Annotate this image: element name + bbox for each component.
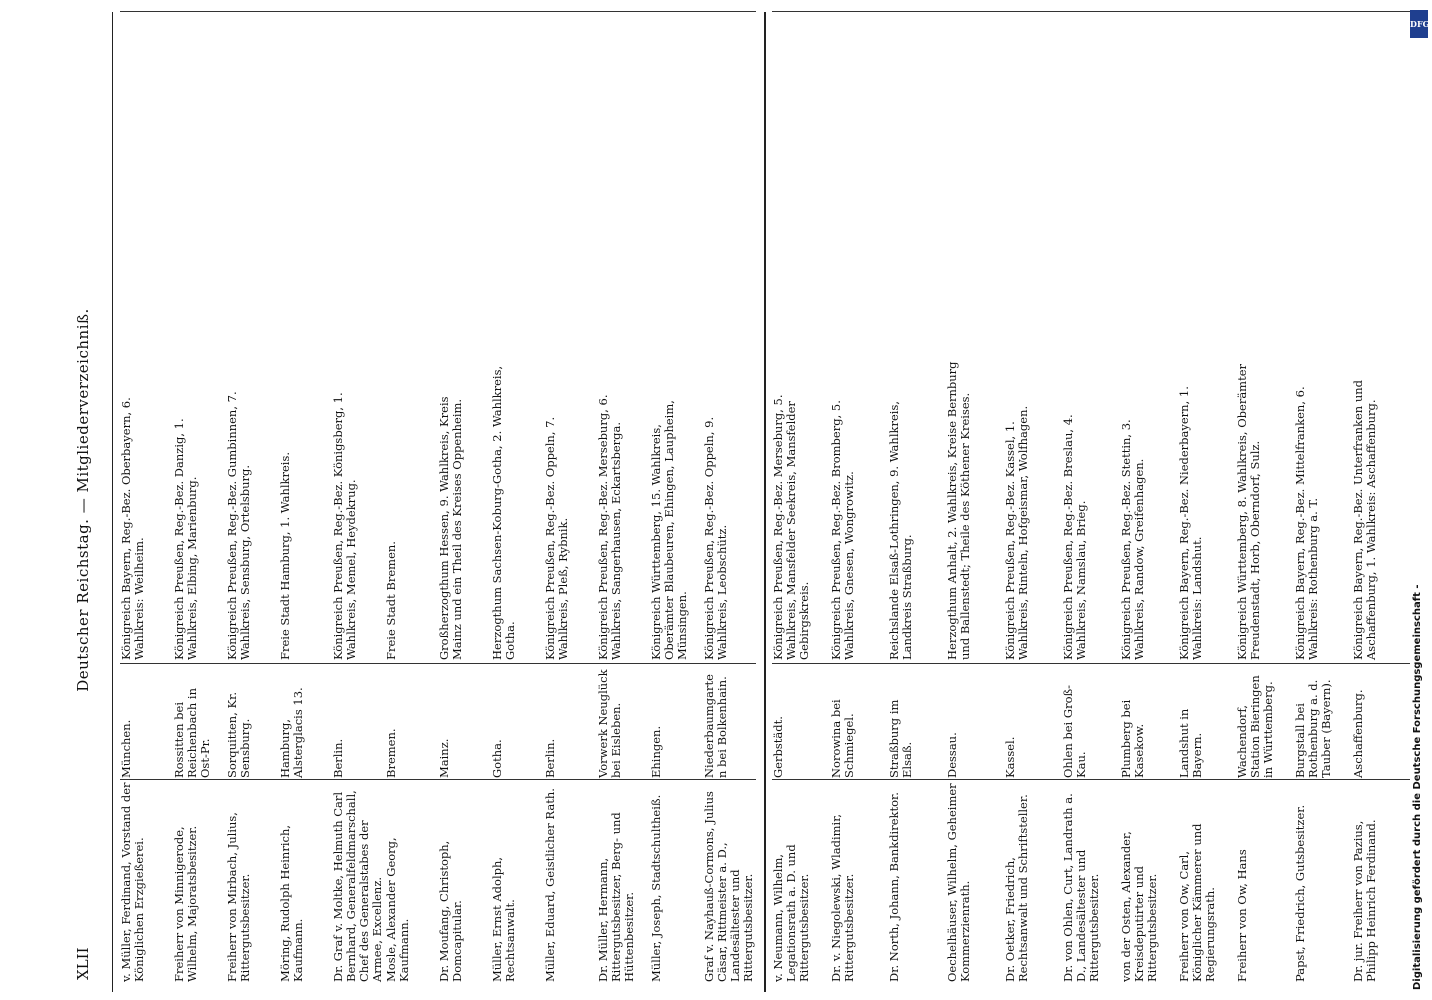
member-row: [279, 12, 332, 992]
member-district: Herzogthum Sachsen-Koburg-Gotha, 2. Wahlkreis, Gotha.: [490, 365, 517, 660]
member-row: [385, 12, 438, 992]
header-rule: [112, 12, 113, 992]
member-row: [491, 12, 544, 992]
member-residence: Berlin.: [543, 738, 557, 778]
member-row: [1352, 12, 1410, 992]
member-list-right: [772, 12, 1412, 992]
member-row: [1236, 12, 1294, 992]
member-residence: Ohlen bei Groß-Kau.: [1061, 684, 1088, 778]
member-name: Dr. Moufang, Christoph, Domcapitular.: [437, 840, 464, 982]
member-name: Papst, Friedrich, Gutsbesitzer.: [1293, 804, 1307, 982]
member-row: [544, 12, 597, 992]
member-residence: Aschaffenburg.: [1351, 689, 1365, 778]
digitization-note: [1410, 10, 1430, 990]
member-name: Freiherr von Mirbach, Julius, Rittergutsbesitzer.: [225, 812, 252, 982]
member-residence: Straßburg im Elsaß.: [887, 699, 914, 778]
member-row: [703, 12, 756, 992]
member-district: Königreich Preußen, Reg.-Bez. Danzig, 1. Wahlkreis, Elbing, Marienburg.: [172, 418, 199, 660]
member-name: Dr. Oetker, Friedrich, Rechtsanwalt und Schriftsteller.: [1003, 794, 1030, 982]
member-name: v. Neumann, Wilhelm, Legationsrath a. D. und Rittergutsbesitzer.: [771, 844, 811, 982]
digitization-text: Digitalisierung gefördert durch die Deutsche Forschungsgemeinschaft -: [1412, 584, 1423, 990]
member-row: [332, 12, 385, 992]
member-row: [1294, 12, 1352, 992]
member-list-left: [120, 12, 760, 992]
member-residence: Vorwerk Neuglück bei Eisleben.: [596, 669, 623, 778]
member-name: von der Osten, Alexander, Kreisdeputirter und Rittergutsbesitzer.: [1119, 831, 1159, 982]
member-name: Dr. von Ohlen, Curt, Landrath a. D., Landesältester und Rittergutsbesitzer.: [1061, 793, 1101, 982]
member-district: Großherzogthum Hessen, 9. Wahlkreis, Kreis Mainz und ein Theil des Kreises Oppenheim.: [437, 396, 464, 660]
member-row: [226, 12, 279, 992]
member-row: [946, 12, 1004, 992]
member-residence: Gerbstädt.: [771, 716, 785, 778]
member-row: [173, 12, 226, 992]
member-row: [830, 12, 888, 992]
member-residence: Ehingen.: [649, 725, 663, 778]
member-district: Königreich Preußen, Reg.-Bez. Bromberg, 5. Wahlkreis, Gnesen, Wongrowitz.: [829, 400, 856, 660]
member-row: [1062, 12, 1120, 992]
member-district: Königreich Bayern, Reg.-Bez. Niederbayern, 1. Wahlkreis: Landshut.: [1177, 386, 1204, 660]
member-row: [1178, 12, 1236, 992]
member-name: Müller, Joseph, Stadtschultheiß.: [649, 794, 663, 982]
member-district: Königreich Preußen, Reg.-Bez. Breslau, 4. Wahlkreis, Namslau, Brieg.: [1061, 414, 1088, 660]
member-district: Herzogthum Anhalt, 2. Wahlkreis, Kreise Bernburg und Ballenstedt; Theile des Köthener Kreises.: [945, 361, 972, 660]
member-residence: Norowina bei Schmiegel.: [829, 699, 856, 778]
rotated-content: [60, 0, 1432, 1000]
member-residence: Mainz.: [437, 738, 451, 778]
member-name: Möring, Rudolph Heinrich, Kaufmann.: [278, 824, 305, 982]
member-district: Königreich Preußen, Reg.-Bez. Oppeln, 7. Wahlkreis, Pleß, Rybnik.: [543, 416, 570, 660]
member-row: [888, 12, 946, 992]
member-district: Königreich Preußen, Reg.-Bez. Kassel, 1. Wahlkreis, Rinteln, Hofgeismar, Wolfhagen.: [1003, 405, 1030, 660]
page-title: Deutscher Reichstag. — Mitgliederverzeichniß.: [74, 308, 92, 692]
member-district: Königreich Preußen, Reg.-Bez. Merseburg, 5. Wahlkreis, Mansfelder Seekreis, Mansfelder Gebirgskreis.: [771, 394, 811, 660]
member-name: Freiherr von Ow, Hans: [1235, 849, 1249, 982]
member-district: Königreich Preußen, Reg.-Bez. Gumbinnen, 7. Wahlkreis, Sensburg, Ortelsburg.: [225, 391, 252, 660]
member-row: [1120, 12, 1178, 992]
member-name: Müller, Eduard, Geistlicher Rath.: [543, 788, 557, 982]
member-residence: Plumberg bei Kasekow.: [1119, 699, 1146, 778]
member-district: Königreich Preußen, Reg.-Bez. Oppeln, 9. Wahlkreis, Leobschütz.: [702, 416, 729, 660]
member-name: Freiherr von Minnigerode, Wilhelm, Majoratsbesitzer.: [172, 825, 199, 982]
member-residence: Hamburg, Alsterglacis 13.: [278, 687, 305, 778]
member-name: v. Müller, Ferdinand, Vorstand der Königlichen Erzgießerei.: [119, 782, 146, 982]
member-residence: Wachendorf, Station Bieringen in Württemberg.: [1235, 675, 1275, 778]
member-name: Dr. Graf v. Moltke, Helmuth Carl Bernhard, Generalfeldmarschall, Chef des Generalstabes der Armee, Excellenz.: [331, 790, 384, 982]
member-residence: Landshut in Bayern.: [1177, 708, 1204, 778]
member-name: Müller, Ernst Adolph, Rechtsanwalt.: [490, 856, 517, 982]
column-rule: [772, 11, 1410, 12]
member-district: Königreich Bayern, Reg.-Bez. Unterfranken und Aschaffenburg, 1. Wahlkreis: Aschaffenburg.: [1351, 379, 1378, 660]
member-row: [438, 12, 491, 992]
member-residence: Berlin.: [331, 738, 345, 778]
page-number: XLII: [74, 947, 92, 980]
center-divider: [764, 12, 766, 992]
member-residence: Burgstall bei Rothenburg a. d. Tauber (Bayern).: [1293, 679, 1333, 778]
member-row: [1004, 12, 1062, 992]
member-district: Königreich Preußen, Reg.-Bez. Merseburg, 6. Wahlkreis, Sangerhausen, Eckartsberga.: [596, 394, 623, 660]
member-district: Freie Stadt Bremen.: [384, 541, 398, 660]
member-name: Dr. Müller, Hermann, Rittergutsbesitzer, Berg- und Hüttenbesitzer.: [596, 812, 636, 982]
member-district: Königreich Bayern, Reg.-Bez. Oberbayern, 6. Wahlkreis: Weilheim.: [119, 397, 146, 660]
member-residence: Dessau.: [945, 732, 959, 778]
member-district: Königreich Bayern, Reg.-Bez. Mittelfranken, 6. Wahlkreis: Rothenburg a. T.: [1293, 386, 1320, 660]
member-name: Freiherr von Ow, Carl, Königlicher Kämmerer und Regierungsrath.: [1177, 823, 1217, 982]
member-residence: Kassel.: [1003, 736, 1017, 778]
member-name: Dr. North, Johann, Bankdirektor.: [887, 792, 901, 982]
member-district: Königreich Preußen, Reg.-Bez. Stettin, 3. Wahlkreis, Randow, Greifenhagen.: [1119, 419, 1146, 660]
column-rule: [772, 663, 1410, 664]
member-district: Königreich Preußen, Reg.-Bez. Königsberg, 1. Wahlkreis, Memel, Heydekrug.: [331, 392, 358, 660]
column-rule: [120, 663, 756, 664]
member-residence: Gotha.: [490, 739, 504, 778]
member-row: [772, 12, 830, 992]
member-residence: Sorquitten, Kr. Sensburg.: [225, 692, 252, 778]
member-residence: Rossitten bei Reichenbach in Ost-Pr.: [172, 687, 212, 778]
member-name: Oechelhäuser, Wilhelm, Geheimer Kommerzienrath.: [945, 783, 972, 982]
member-name: Graf v. Nayhauß-Cormons, Julius Cäsar, Rittmeister a. D., Landesältester und Rittergutsbesitzer.: [702, 791, 755, 982]
dfg-logo: DFG: [1410, 10, 1428, 38]
member-row: [120, 12, 173, 992]
member-name: Dr. jur. Freiherr von Pazius, Philipp Heinrich Ferdinand.: [1351, 819, 1378, 982]
page-header: [60, 0, 112, 1000]
member-residence: Niederbaumgarten bei Bolkenhain.: [702, 674, 729, 778]
member-district: Freie Stadt Hamburg, 1. Wahlkreis.: [278, 451, 292, 660]
column-rule: [772, 779, 1410, 780]
column-rule: [120, 11, 756, 12]
member-residence: Bremen.: [384, 728, 398, 778]
member-row: [650, 12, 703, 992]
member-residence: München.: [119, 719, 133, 778]
member-row: [597, 12, 650, 992]
member-district: Reichslande Elsaß-Lothringen, 9. Wahlkreis, Landkreis Straßburg.: [887, 400, 914, 660]
column-rule: [120, 779, 756, 780]
member-name: Dr. v. Niegolewski, Wladimir, Rittergutsbesitzer.: [829, 813, 856, 982]
member-district: Königreich Württemberg, 8. Wahlkreis, Oberämter Freudenstadt, Horb, Oberndorf, Sulz.: [1235, 363, 1262, 660]
member-district: Königreich Württemberg, 15. Wahlkreis, Oberämter Blaubeuren, Ehingen, Laupheim, Münsingen.: [649, 400, 689, 660]
member-name: Mosle, Alexander Georg, Kaufmann.: [384, 837, 411, 982]
